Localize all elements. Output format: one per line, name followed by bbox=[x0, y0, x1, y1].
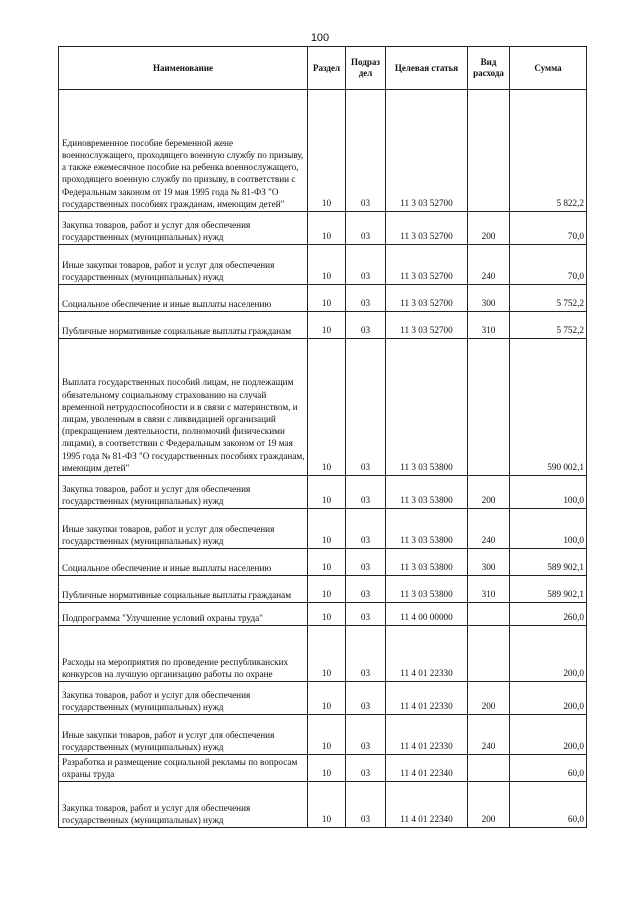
row-subsection: 03 bbox=[346, 245, 386, 285]
row-type: 200 bbox=[468, 682, 510, 715]
table-row bbox=[59, 782, 587, 828]
table-row bbox=[59, 245, 587, 285]
row-section: 10 bbox=[308, 339, 346, 476]
row-name: Закупка товаров, работ и услуг для обеспечения государственных (муниципальных) нужд bbox=[59, 476, 308, 509]
row-section: 10 bbox=[308, 245, 346, 285]
row-target: 11 3 03 52700 bbox=[386, 90, 468, 212]
header-amount: Сумма bbox=[510, 47, 587, 90]
row-section: 10 bbox=[308, 755, 346, 782]
row-subsection: 03 bbox=[346, 682, 386, 715]
row-amount: 5 752,2 bbox=[510, 285, 587, 312]
table-header-row bbox=[59, 47, 587, 90]
row-name: Социальное обеспечение и иные выплаты населению bbox=[59, 549, 308, 576]
row-name: Разработка и размещение социальной рекламы по вопросам охраны труда bbox=[59, 755, 308, 782]
table-row bbox=[59, 476, 587, 509]
row-type: 300 bbox=[468, 549, 510, 576]
row-amount: 70,0 bbox=[510, 245, 587, 285]
row-section: 10 bbox=[308, 782, 346, 828]
row-name: Выплата государственных пособий лицам, не подлежащим обязательному социальному страхованию на случай временной нетрудоспособности и в связи с материнством, и лицам, уволенным в связи с ликвидацией организаций (прекращением деятельности, полномочий физическими лицами), в соответствии с Федеральным законом от 19 мая 1995 года № 81-ФЗ "О государственных пособиях гражданам, имеющим детей" bbox=[59, 339, 308, 476]
row-subsection: 03 bbox=[346, 755, 386, 782]
row-subsection: 03 bbox=[346, 339, 386, 476]
row-amount: 200,0 bbox=[510, 626, 587, 682]
row-type: 240 bbox=[468, 245, 510, 285]
budget-table bbox=[58, 46, 587, 828]
row-subsection: 03 bbox=[346, 549, 386, 576]
row-type: 200 bbox=[468, 782, 510, 828]
row-target: 11 4 00 00000 bbox=[386, 603, 468, 626]
row-amount: 60,0 bbox=[510, 782, 587, 828]
header-type: Вид расхода bbox=[468, 47, 510, 90]
row-name: Закупка товаров, работ и услуг для обеспечения государственных (муниципальных) нужд bbox=[59, 782, 308, 828]
row-target: 11 3 03 53800 bbox=[386, 509, 468, 549]
row-target: 11 3 03 52700 bbox=[386, 212, 468, 245]
row-type: 310 bbox=[468, 312, 510, 339]
table-row bbox=[59, 509, 587, 549]
row-type bbox=[468, 90, 510, 212]
table-row bbox=[59, 285, 587, 312]
row-name: Иные закупки товаров, работ и услуг для обеспечения государственных (муниципальных) нужд bbox=[59, 715, 308, 755]
table-row bbox=[59, 715, 587, 755]
row-target: 11 4 01 22330 bbox=[386, 715, 468, 755]
row-section: 10 bbox=[308, 682, 346, 715]
row-name: Публичные нормативные социальные выплаты гражданам bbox=[59, 576, 308, 603]
row-amount: 260,0 bbox=[510, 603, 587, 626]
row-type: 200 bbox=[468, 212, 510, 245]
row-section: 10 bbox=[308, 576, 346, 603]
row-section: 10 bbox=[308, 549, 346, 576]
row-subsection: 03 bbox=[346, 476, 386, 509]
row-section: 10 bbox=[308, 285, 346, 312]
row-name: Иные закупки товаров, работ и услуг для обеспечения государственных (муниципальных) нужд bbox=[59, 245, 308, 285]
row-target: 11 4 01 22340 bbox=[386, 755, 468, 782]
row-type bbox=[468, 626, 510, 682]
row-type: 240 bbox=[468, 715, 510, 755]
row-subsection: 03 bbox=[346, 312, 386, 339]
row-type: 300 bbox=[468, 285, 510, 312]
row-amount: 589 902,1 bbox=[510, 576, 587, 603]
row-subsection: 03 bbox=[346, 509, 386, 549]
table-row bbox=[59, 626, 587, 682]
row-section: 10 bbox=[308, 715, 346, 755]
row-target: 11 3 03 52700 bbox=[386, 245, 468, 285]
row-target: 11 3 03 53800 bbox=[386, 576, 468, 603]
row-section: 10 bbox=[308, 212, 346, 245]
row-section: 10 bbox=[308, 509, 346, 549]
table-row bbox=[59, 212, 587, 245]
row-name: Публичные нормативные социальные выплаты гражданам bbox=[59, 312, 308, 339]
row-target: 11 3 03 53800 bbox=[386, 339, 468, 476]
row-section: 10 bbox=[308, 312, 346, 339]
row-type: 310 bbox=[468, 576, 510, 603]
row-target: 11 3 03 53800 bbox=[386, 549, 468, 576]
header-target: Целевая статья bbox=[386, 47, 468, 90]
row-subsection: 03 bbox=[346, 715, 386, 755]
table-row bbox=[59, 312, 587, 339]
row-name: Закупка товаров, работ и услуг для обеспечения государственных (муниципальных) нужд bbox=[59, 682, 308, 715]
row-section: 10 bbox=[308, 626, 346, 682]
row-subsection: 03 bbox=[346, 626, 386, 682]
table-row bbox=[59, 549, 587, 576]
row-target: 11 4 01 22330 bbox=[386, 626, 468, 682]
row-amount: 200,0 bbox=[510, 715, 587, 755]
header-name: Наименование bbox=[59, 47, 308, 90]
row-amount: 60,0 bbox=[510, 755, 587, 782]
row-section: 10 bbox=[308, 90, 346, 212]
table-row bbox=[59, 576, 587, 603]
row-type bbox=[468, 755, 510, 782]
row-target: 11 4 01 22330 bbox=[386, 682, 468, 715]
row-name: Расходы на мероприятия по проведение республиканских конкурсов на лучшую организацию работы по охране bbox=[59, 626, 308, 682]
row-amount: 200,0 bbox=[510, 682, 587, 715]
row-target: 11 4 01 22340 bbox=[386, 782, 468, 828]
row-target: 11 3 03 53800 bbox=[386, 476, 468, 509]
table-row bbox=[59, 603, 587, 626]
row-subsection: 03 bbox=[346, 212, 386, 245]
row-type: 200 bbox=[468, 476, 510, 509]
row-section: 10 bbox=[308, 603, 346, 626]
header-subsection: Подраз дел bbox=[346, 47, 386, 90]
row-target: 11 3 03 52700 bbox=[386, 312, 468, 339]
page-number: 100 bbox=[310, 32, 330, 44]
row-amount: 5 752,2 bbox=[510, 312, 587, 339]
row-subsection: 03 bbox=[346, 603, 386, 626]
row-type bbox=[468, 339, 510, 476]
row-amount: 70,0 bbox=[510, 212, 587, 245]
row-subsection: 03 bbox=[346, 285, 386, 312]
row-amount: 589 902,1 bbox=[510, 549, 587, 576]
row-name: Закупка товаров, работ и услуг для обеспечения государственных (муниципальных) нужд bbox=[59, 212, 308, 245]
row-subsection: 03 bbox=[346, 782, 386, 828]
row-name: Иные закупки товаров, работ и услуг для обеспечения государственных (муниципальных) нужд bbox=[59, 509, 308, 549]
row-target: 11 3 03 52700 bbox=[386, 285, 468, 312]
table-row bbox=[59, 90, 587, 212]
row-amount: 5 822,2 bbox=[510, 90, 587, 212]
row-amount: 590 002,1 bbox=[510, 339, 587, 476]
row-subsection: 03 bbox=[346, 576, 386, 603]
row-name: Подпрограмма "Улучшение условий охраны труда" bbox=[59, 603, 308, 626]
row-name: Единовременное пособие беременной жене военнослужащего, проходящего военную службу по призыву, а также ежемесячное пособие на ребенка военнослужащего, проходящего военную службу по призыву, в соответствии с Федеральным законом от 19 мая 1995 года № 81-ФЗ "О государственных пособиях гражданам, имеющим детей" bbox=[59, 90, 308, 212]
table-row bbox=[59, 682, 587, 715]
row-subsection: 03 bbox=[346, 90, 386, 212]
row-name: Социальное обеспечение и иные выплаты населению bbox=[59, 285, 308, 312]
row-section: 10 bbox=[308, 476, 346, 509]
table-body bbox=[59, 90, 587, 828]
row-amount: 100,0 bbox=[510, 509, 587, 549]
row-type: 240 bbox=[468, 509, 510, 549]
row-type bbox=[468, 603, 510, 626]
header-section: Раздел bbox=[308, 47, 346, 90]
row-amount: 100,0 bbox=[510, 476, 587, 509]
table-row bbox=[59, 755, 587, 782]
table-row bbox=[59, 339, 587, 476]
